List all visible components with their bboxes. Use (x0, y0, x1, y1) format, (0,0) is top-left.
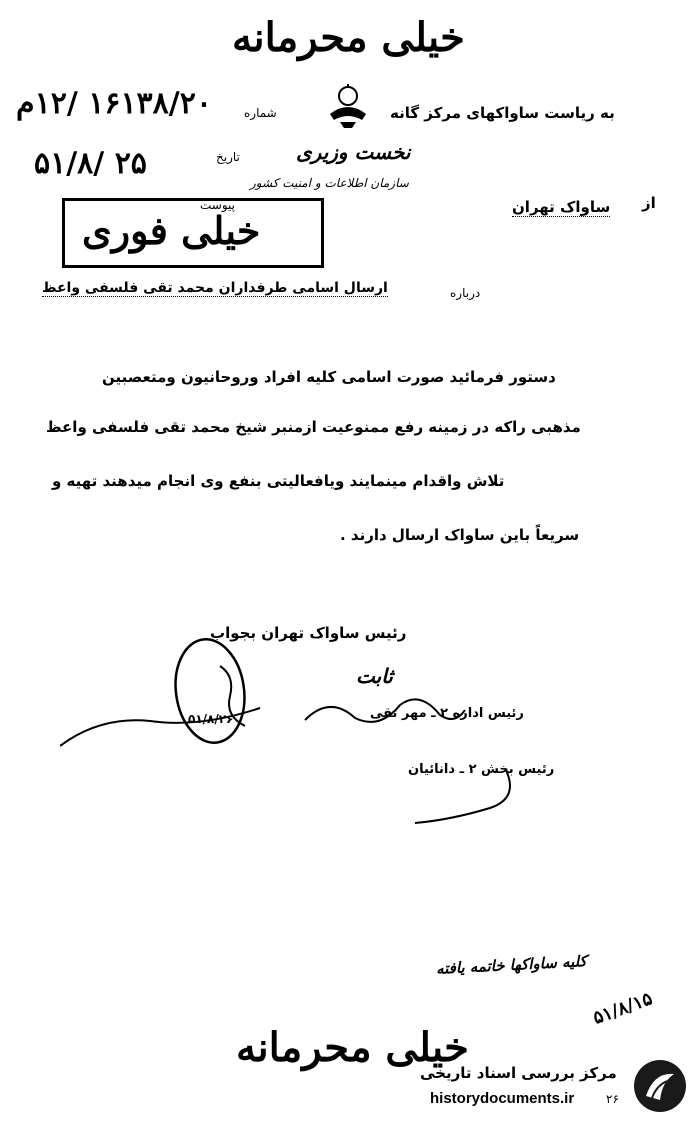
classification-bottom: خیلی محرمانه (236, 1024, 469, 1071)
emblem-icon (318, 82, 378, 132)
footer-note: کلیه ساواکها خاتمه یافته (435, 952, 588, 978)
body-line-1: دستور فرمائید صورت اسامی کلیه افراد وروحانیون ومتعصبین (102, 368, 556, 386)
signature-stroke-icon (410, 768, 520, 828)
from-label: از (642, 194, 656, 212)
body-line-2: مذهبی راکه در زمینه رفع ممنوعیت ازمنبر شیخ محمد تقی فلسفی واعظ (46, 418, 581, 436)
date-label: تاریخ (216, 150, 240, 164)
ministry-name: نخست وزیری (296, 140, 411, 164)
recipient-line: به ریاست ساواکهای مرکز گانه (390, 104, 615, 122)
subject-value: ارسال اسامی طرفداران محمد تقی فلسفی واعظ (42, 280, 388, 296)
from-value: ساواک تهران (512, 198, 611, 216)
dept-head-line: رئیس اداره ۲ ـ مهر تقی (370, 706, 524, 721)
chief-tehran-line: رئیس ساواک تهران بجواب (210, 624, 407, 642)
stamp-date: ۵۱/۸/۲۶ (188, 712, 234, 726)
body-line-3: تلاش واقدام مینمایند ویافعالیتی بنفع وی انجام میدهند تهیه و (52, 472, 505, 490)
archive-url: historydocuments.ir (430, 1090, 575, 1107)
page-ref: ۲۶ (606, 1092, 619, 1106)
footer-note-date: ۵۱/۸/۱۵ (590, 988, 656, 1029)
urgent-stamp: خیلی فوری (82, 208, 261, 253)
signature-scribble-icon (300, 690, 470, 730)
number-label: شماره (244, 106, 277, 120)
date-value: ۵۱/۸/ ۲۵ (34, 146, 147, 181)
number-value: ۱۶۱۳۸/۲۰ /۱۲م (16, 86, 212, 121)
signature-loop-icon (60, 636, 280, 766)
section-head-line: رئیس بخش ۲ ـ دانائیان (408, 762, 555, 777)
body-line-4: سریعاً باین ساواک ارسال دارند . (340, 526, 580, 544)
handwritten-approval: ثابت (356, 664, 393, 688)
archive-name: مرکز بررسی اسناد تاریخی (420, 1064, 617, 1082)
archive-logo-icon (632, 1058, 688, 1114)
subject-label: درباره (450, 286, 481, 300)
classification-top: خیلی محرمانه (232, 14, 465, 61)
appendix-label: پیوست (200, 198, 235, 212)
organization-name: سازمان اطلاعات و امنیت کشور (250, 176, 409, 190)
